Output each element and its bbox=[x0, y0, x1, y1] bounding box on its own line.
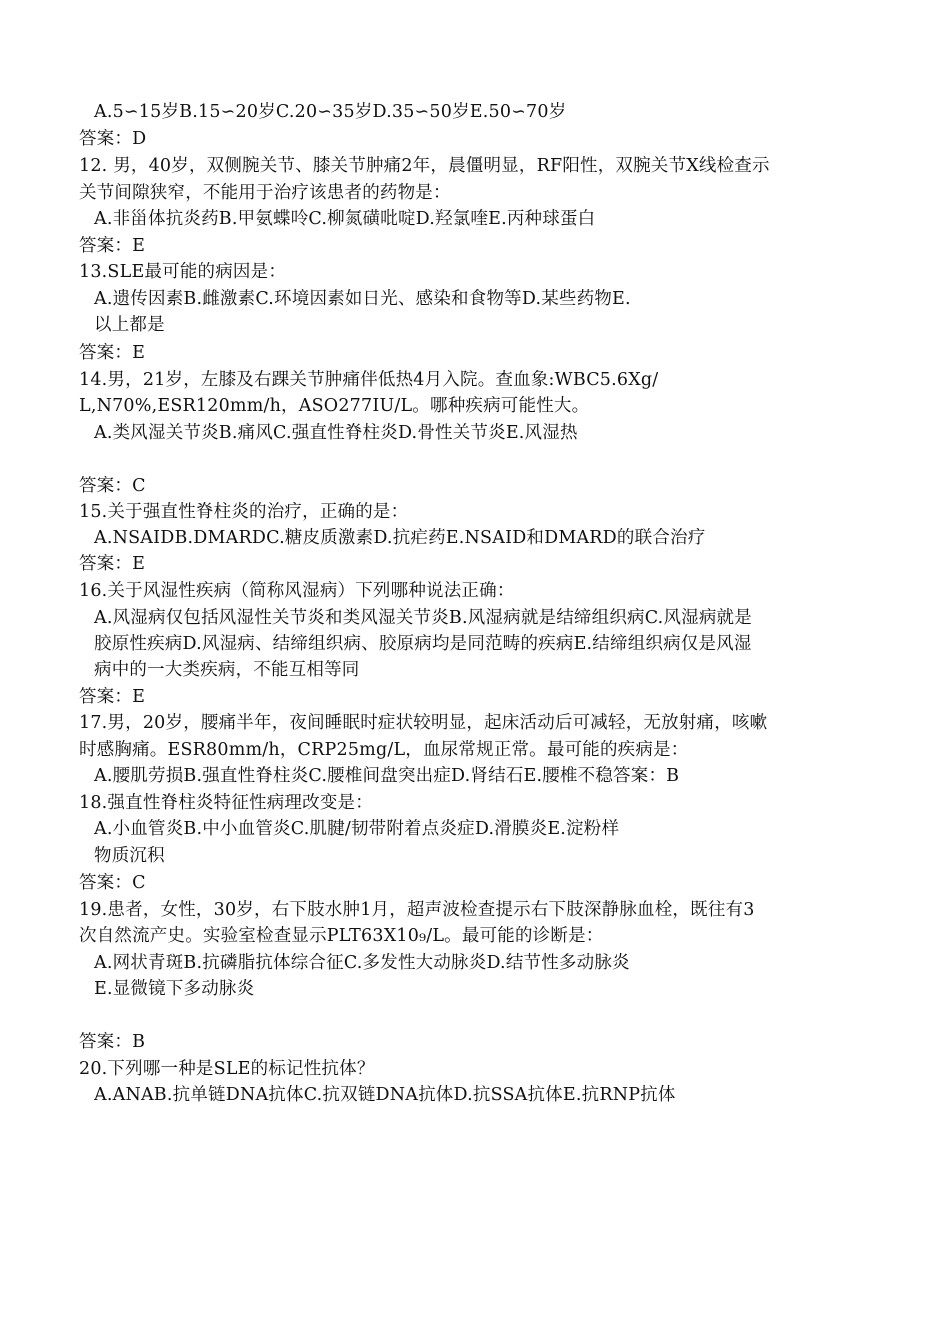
question-line: 次自然流产史。实验室检查显示PLT63X10₉/L。最可能的诊断是： bbox=[79, 926, 604, 946]
answer-line: 答案：D bbox=[79, 129, 147, 149]
option-line: 物质沉积 bbox=[94, 846, 165, 866]
option-line: 以上都是 bbox=[94, 315, 165, 335]
option-line: A.风湿病仅包括风湿性关节炎和类风湿关节炎B.风湿病就是结缔组织病C.风湿病就是 bbox=[94, 608, 752, 628]
answer-line: 答案：E bbox=[79, 343, 146, 363]
option-line: A.非甾体抗炎药B.甲氨蝶呤C.柳氮磺吡啶D.羟氯喹E.丙种球蛋白 bbox=[94, 209, 596, 229]
question-line: 18.强直性脊柱炎特征性病理改变是： bbox=[79, 793, 373, 813]
question-line: 16.关于风湿性疾病（简称风湿病）下列哪种说法正确： bbox=[79, 581, 515, 601]
answer-line: 答案：E bbox=[79, 687, 146, 707]
option-line: 病中的一大类疾病，不能互相等同 bbox=[94, 660, 360, 680]
question-line: 13.SLE最可能的病因是： bbox=[79, 262, 287, 282]
option-line: A.ANAB.抗单链DNA抗体C.抗双链DNA抗体D.抗SSA抗体E.抗RNP抗体 bbox=[94, 1085, 676, 1105]
option-line: A.NSAIDB.DMARDC.糖皮质激素D.抗疟药E.NSAID和DMARD的联合治疗 bbox=[94, 528, 706, 548]
question-line: 关节间隙狭窄，不能用于治疗该患者的药物是： bbox=[79, 183, 451, 203]
question-line: L,N70%,ESR120mm/h，ASO277IU/L。哪种疾病可能性大。 bbox=[79, 396, 590, 416]
question-line: 14.男，21岁，左膝及右踝关节肿痛伴低热4月入院。查血象:WBC5.6Xg/ bbox=[79, 370, 659, 390]
answer-line: 答案：E bbox=[79, 236, 146, 256]
answer-line: 答案：B bbox=[79, 1032, 146, 1052]
question-line: 12. 男，40岁，双侧腕关节、膝关节肿痛2年，晨僵明显，RF阳性，双腕关节X线检查示 bbox=[79, 156, 770, 176]
answer-line: 答案：C bbox=[79, 873, 146, 893]
option-line: 胶原性疾病D.风湿病、结缔组织病、胶原病均是同范畴的疾病E.结缔组织病仅是风湿 bbox=[94, 634, 752, 654]
question-line: 19.患者，女性，30岁，右下肢水肿1月，超声波检查提示右下肢深静脉血栓，既往有3 bbox=[79, 900, 755, 920]
option-line: A.网状青斑B.抗磷脂抗体综合征C.多发性大动脉炎D.结节性多动脉炎 bbox=[94, 953, 630, 973]
option-line: E.显微镜下多动脉炎 bbox=[94, 979, 255, 999]
question-line: 20.下列哪一种是SLE的标记性抗体？ bbox=[79, 1059, 375, 1079]
option-line: A.小血管炎B.中小血管炎C.肌腱/韧带附着点炎症D.滑膜炎E.淀粉样 bbox=[94, 819, 620, 839]
option-line: A.腰肌劳损B.强直性脊柱炎C.腰椎间盘突出症D.肾结石E.腰椎不稳答案：B bbox=[94, 766, 680, 786]
answer-line: 答案：E bbox=[79, 554, 146, 574]
option-line: A.类风湿关节炎B.痛风C.强直性脊柱炎D.骨性关节炎E.风湿热 bbox=[94, 423, 578, 443]
question-line: 15.关于强直性脊柱炎的治疗，正确的是： bbox=[79, 502, 409, 522]
option-line: A.5∽15岁B.15∽20岁C.20∽35岁D.35∽50岁E.50∽70岁 bbox=[94, 102, 567, 122]
answer-line: 答案：C bbox=[79, 476, 146, 496]
question-line: 17.男，20岁，腰痛半年，夜间睡眠时症状较明显，起床活动后可减轻，无放射痛，咳嗽 bbox=[79, 713, 768, 733]
option-line: A.遗传因素B.雌激素C.环境因素如日光、感染和食物等D.某些药物E. bbox=[94, 289, 631, 309]
question-line: 时感胸痛。ESR80mm/h，CRP25mg/L，血尿常规正常。最可能的疾病是： bbox=[79, 740, 689, 760]
